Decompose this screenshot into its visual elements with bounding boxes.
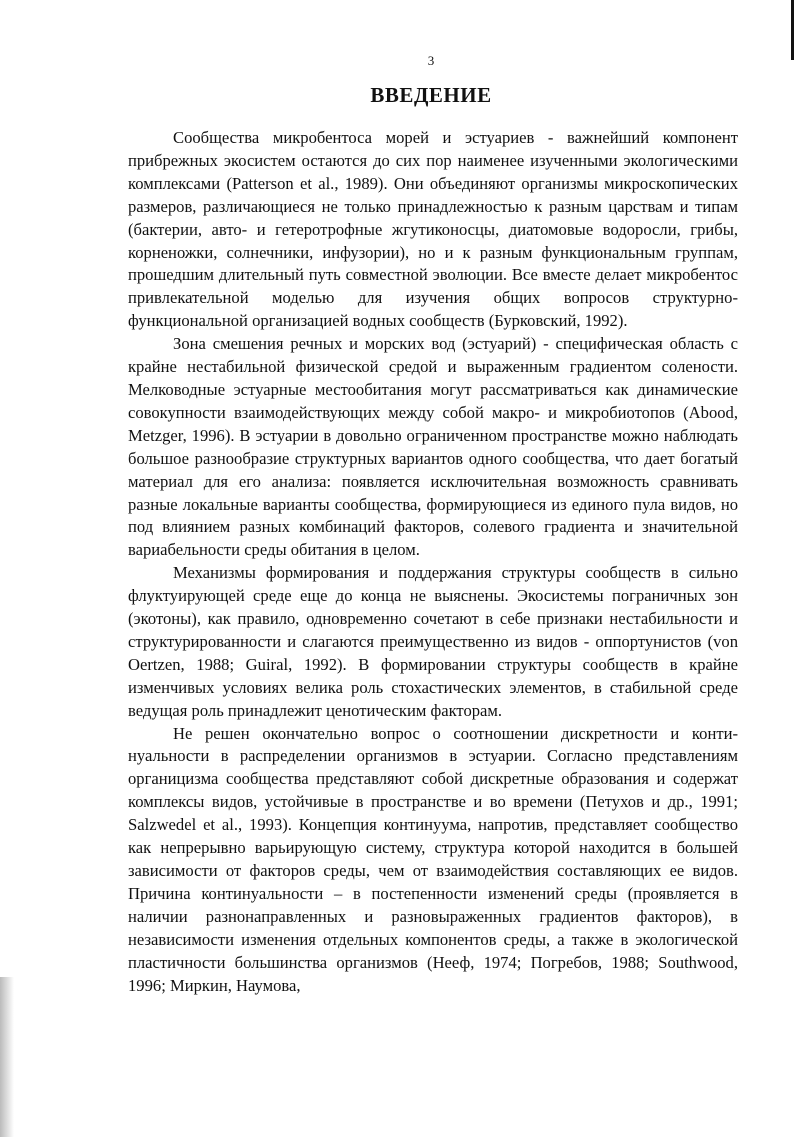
page-number: 3 <box>427 53 435 68</box>
paragraph-2: Зона смешения речных и морских вод (эстуарий) - специфическая область с крайне нестабильной физической средой и выраженным градиентом солености. Мелководные эстуарные местообитания могут рассматриваться как динамические совокупности взаимодействующих между собой макро- и микробиотопов (Abood, Metzger, 1996). В эстуарии в довольно ограниченном пространстве можно наблюдать большое разнообразие структурных вариантов одного сообщества, что дает богатый материал для его анализа: появляется исключительная возможность сравнивать разные локальные варианты сообщества, формирующиеся из единого пула видов, но под влиянием разных комбинаций факторов, солевого градиента и значительной вариабельности среды обитания в целом. <box>128 334 738 560</box>
body-text <box>128 127 738 997</box>
scan-shadow <box>0 977 14 1137</box>
paragraph-1: Сообщества микробентоса морей и эстуариев - важнейший компонент прибрежных экосистем остаются до сих пор наименее изученными экологическими комплексами (Patterson et al., 1989). Они объединяют организмы микроскопических размеров, различающиеся не только принадлежностью к разным царствам и типам (бактерии, авто- и гетеротрофные жгутиконосцы, диатомовые водоросли, грибы, корненожки, солнечники, инфузории), но и к разным функциональным группам, прошедшим длительный путь совместной эволюции. Все вместе делает микробентос привлекательной моделью для изучения общих вопросов структурно-функциональной организацией водных сообществ (Бурковский, 1992). <box>128 128 738 331</box>
section-heading: ВВЕДЕНИЕ <box>370 83 492 107</box>
paragraph-3: Механизмы формирования и поддержания структуры сообществ в сильно флуктуирующей среде еще до конца не выяснены. Экосистемы пограничных зон (экотоны), как правило, одновременно сочетают в себе признаки нестабильности и структурированности и слагаются преимущественно из видов - оппортунистов (von Oertzen, 1988; Guiral, 1992). В формировании структуры сообществ в крайне изменчивых условиях велика роль стохастических элементов, в стабильной среде ведущая роль принадлежит ценотическим факторам. <box>128 563 738 720</box>
paragraph-4: Не решен окончательно вопрос о соотношении дискретности и континуальности в распределении организмов в эстуарии. Согласно представлениям органицизма сообщества представляют собой дискретные образования и содержат комплексы видов, устойчивые в пространстве и во времени (Петухов и др., 1991; Salzwedel et al., 1993). Концепция континуума, напротив, представляет сообщество как непрерывно варьирующую систему, структура которой находится в большей зависимости от факторов среды, чем от взаимодействия составляющих ее видов. Причина континуальности – в постепенности изменений среды (проявляется в наличии разнонаправленных и разновыраженных градиентов факторов), в независимости изменения отдельных компонентов среды, а также в экологической пластичности большинства организмов (Нееф, 1974; Погребов, 1988; Southwood, 1996; Миркин, Наумова, <box>128 723 738 995</box>
